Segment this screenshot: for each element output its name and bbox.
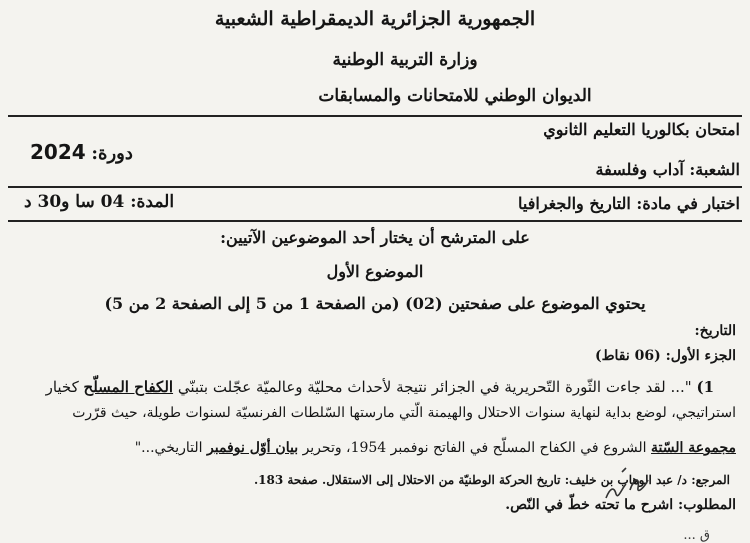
duration-value: 04 سا و30 د <box>24 192 125 212</box>
info-divider-bottom <box>8 220 742 222</box>
office-title: الديوان الوطني للامتحانات والمسابقات <box>318 86 592 106</box>
question-line-3 <box>135 440 736 456</box>
text-segment: كخيار <box>45 378 79 396</box>
underlined-term: الكفاح المسلّح <box>83 378 174 396</box>
section-name: التاريخ: <box>694 323 736 339</box>
session-year: 2024 <box>30 140 86 164</box>
session-info <box>30 140 133 164</box>
part-title: الجزء الأول: (06 نقاط) <box>594 348 736 364</box>
choose-instruction: على المترشح أن يختار أحد الموضوعين الآتيين: <box>220 228 530 247</box>
duration-info <box>24 192 174 212</box>
pages-note: يحتوي الموضوع على صفحتين (02) (من الصفحة 1 من 5 إلى الصفحة 2 من 5) <box>104 294 646 313</box>
text-segment: "... لقد جاءت الثّورة التّحريرية في الجزائر نتيجة لأحداث محليّة وعالميّة عجّلت بتبنّي <box>177 378 692 396</box>
underlined-term: بيان أوّل نوفمبر <box>207 440 299 456</box>
topic-title: الموضوع الأول <box>326 262 424 281</box>
ministry-title: وزارة التربية الوطنية <box>332 50 478 70</box>
required-line: المطلوب: اشرح ما تحته خطّ في النّص. <box>505 497 736 513</box>
question-line-2: استراتيجي، لوضع بداية لنهاية سنوات الاحتلال والهيمنة الّتي مارستها السّلطات الفرنسيّة لسنوات طويلة، حيث قرّرت <box>72 405 736 421</box>
republic-title: الجمهورية الجزائرية الديمقراطية الشعبية <box>214 8 536 30</box>
reference-line: المرجع: د/ عبد الوهاب بن خليف: تاريخ الحركة الوطنيّة من الاحتلال إلى الاستقلال. صفحة 183. <box>253 473 730 487</box>
exam-title: امتحان بكالوريا التعليم الثانوي <box>543 120 740 139</box>
header-divider <box>8 115 742 117</box>
text-segment: الشروع في الكفاح المسلّح في الفاتح نوفمبر 1954، وتحرير <box>302 440 647 456</box>
info-divider-top <box>8 186 742 188</box>
handwritten-mark <box>600 458 660 508</box>
text-segment: التاريخي..." <box>134 440 203 456</box>
duration-label: المدة: <box>130 192 175 212</box>
underlined-term: مجموعة السّتة <box>651 440 736 456</box>
question-number: 1) <box>696 378 714 396</box>
session-label: دورة: <box>91 143 133 164</box>
subject-line: اختبار في مادة: التاريخ والجغرافيا <box>518 194 740 213</box>
cut-off-line: ق ... <box>683 528 710 543</box>
branch-line: الشعبة: آداب وفلسفة <box>595 160 740 179</box>
question-line-1 <box>46 378 714 396</box>
